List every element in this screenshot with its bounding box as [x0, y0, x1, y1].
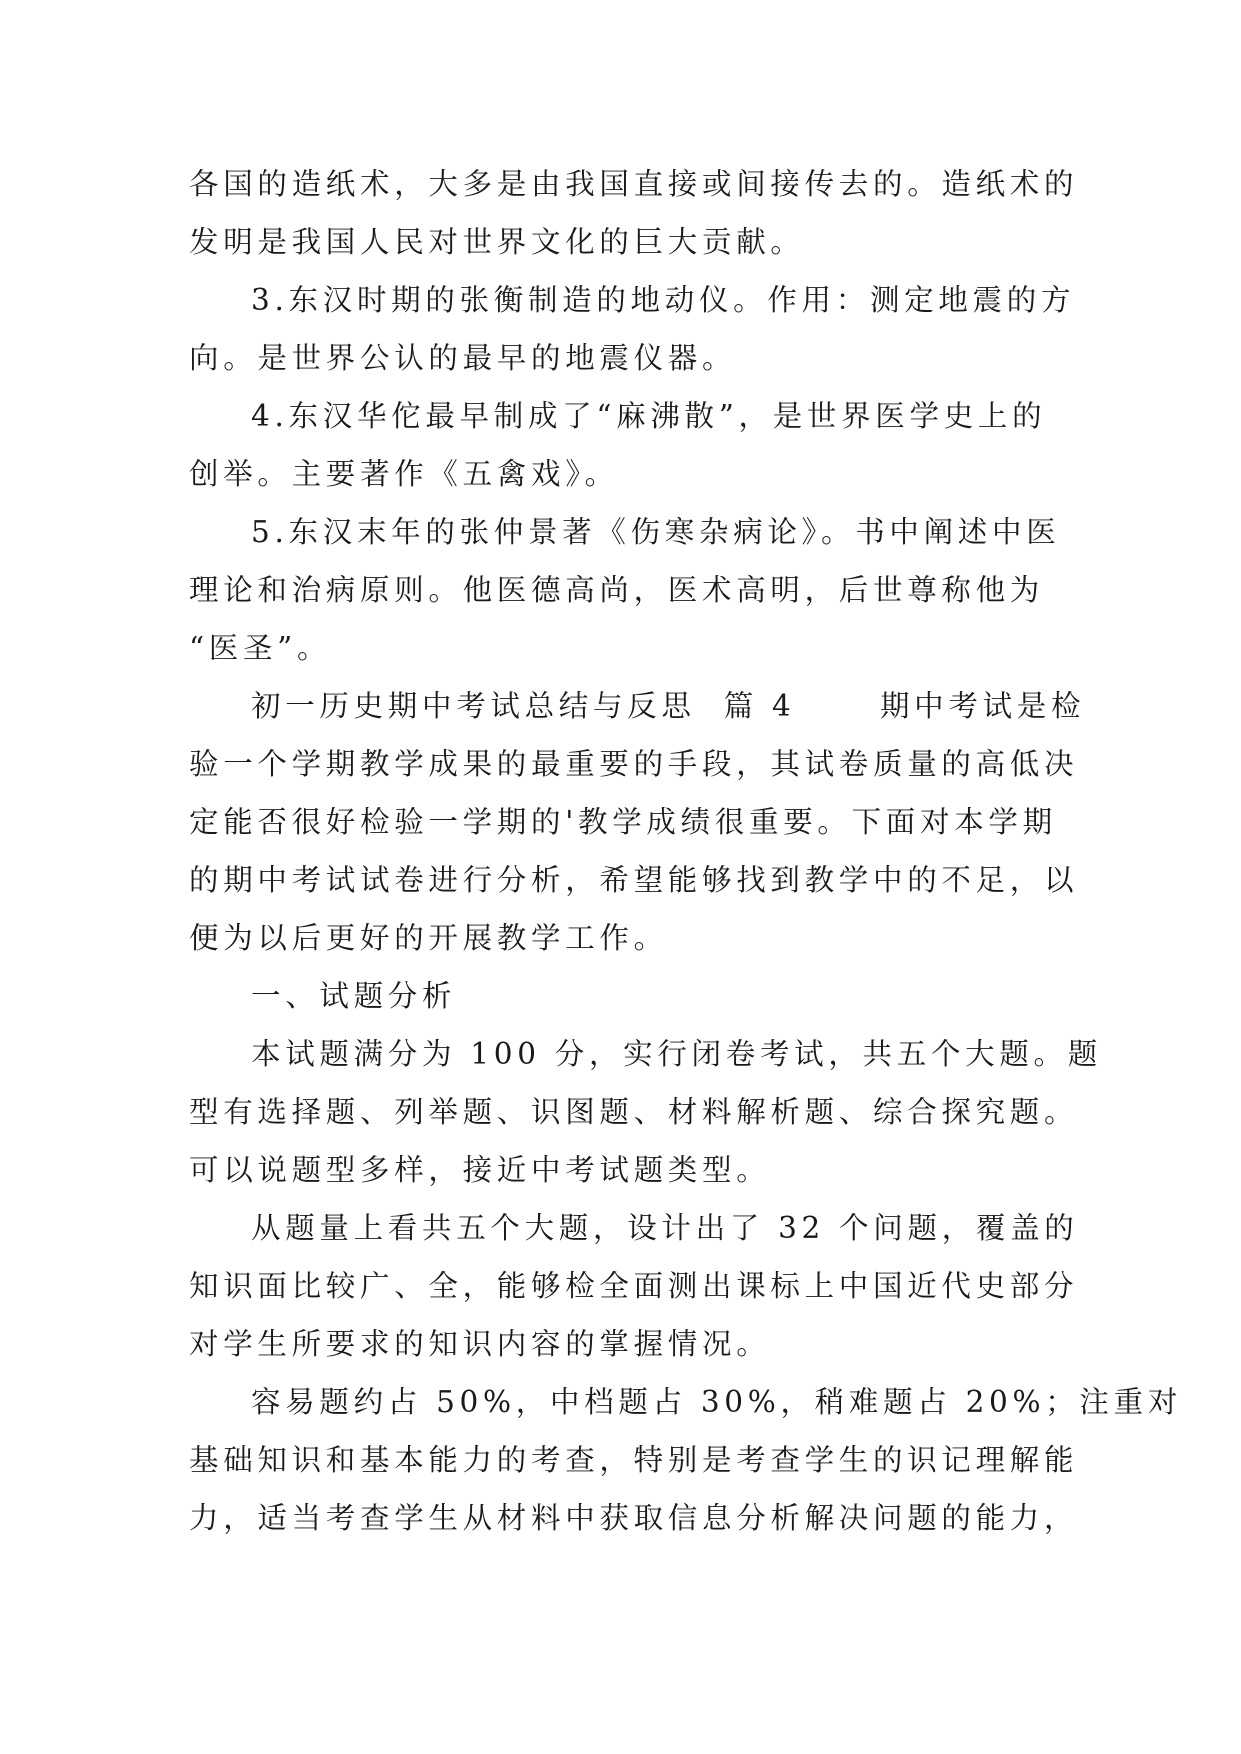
text-line: “医圣”。 — [189, 631, 332, 665]
text-line: 创举。主要著作《五禽戏》。 — [189, 457, 619, 491]
paragraph-seismograph — [189, 271, 1076, 387]
text-line: 从题量上看共五个大题，设计出了 32 个问题，覆盖的 — [251, 1211, 1079, 1245]
text-line: 4.东汉华佗最早制成了“麻沸散”，是世界医学史上的 — [251, 399, 1047, 433]
text-line: 理论和治病原则。他医德高尚，医术高明，后世尊称他为 — [189, 573, 1045, 607]
text-line: 可以说题型多样，接近中考试题类型。 — [189, 1153, 771, 1187]
paragraph-zhangzhongjing — [189, 503, 1061, 677]
text-line: 5.东汉末年的张仲景著《伤寒杂病论》。书中阐述中医 — [251, 515, 1061, 549]
paragraph-exam-intro — [189, 677, 1086, 967]
text-line: 发明是我国人民对世界文化的巨大贡献。 — [189, 225, 805, 259]
text-line: 向。是世界公认的最早的地震仪器。 — [189, 341, 737, 375]
text-line: 验一个学期教学成果的最重要的手段，其试卷质量的高低决 — [189, 747, 1079, 781]
paragraph-question-count — [189, 1199, 1079, 1373]
text-line: 初一历史期中考试总结与反思 篇 4 期中考试是检 — [251, 689, 1086, 723]
document-body — [189, 155, 1183, 1547]
text-line: 3.东汉时期的张衡制造的地动仪。作用：测定地震的方 — [251, 283, 1076, 317]
paragraph-score-structure — [189, 1025, 1102, 1199]
paragraph-huatuo — [189, 387, 1051, 503]
text-line: 力，适当考查学生从材料中获取信息分析解决问题的能力， — [189, 1501, 1079, 1535]
section-heading-text: 一、试题分析 — [251, 979, 457, 1013]
text-line: 本试题满分为 100 分，实行闭卷考试，共五个大题。题 — [251, 1037, 1102, 1071]
text-line: 定能否很好检验一学期的'教学成绩很重要。下面对本学期 — [189, 805, 1057, 839]
text-line: 容易题约占 50%，中档题占 30%，稍难题占 20%；注重对 — [251, 1385, 1183, 1419]
text-line: 的期中考试试卷进行分析，希望能够找到教学中的不足，以 — [189, 863, 1079, 897]
text-line: 便为以后更好的开展教学工作。 — [189, 921, 668, 955]
text-line: 知识面比较广、全，能够检全面测出课标上中国近代史部分 — [189, 1269, 1079, 1303]
paragraph-difficulty — [189, 1373, 1183, 1547]
text-line: 各国的造纸术，大多是由我国直接或间接传去的。造纸术的 — [189, 167, 1079, 201]
section-heading — [189, 967, 1051, 1025]
text-line: 对学生所要求的知识内容的掌握情况。 — [189, 1327, 771, 1361]
text-line: 型有选择题、列举题、识图题、材料解析题、综合探究题。 — [189, 1095, 1079, 1129]
paragraph-papermaking — [189, 155, 1079, 271]
text-line: 基础知识和基本能力的考查，特别是考查学生的识记理解能 — [189, 1443, 1079, 1477]
